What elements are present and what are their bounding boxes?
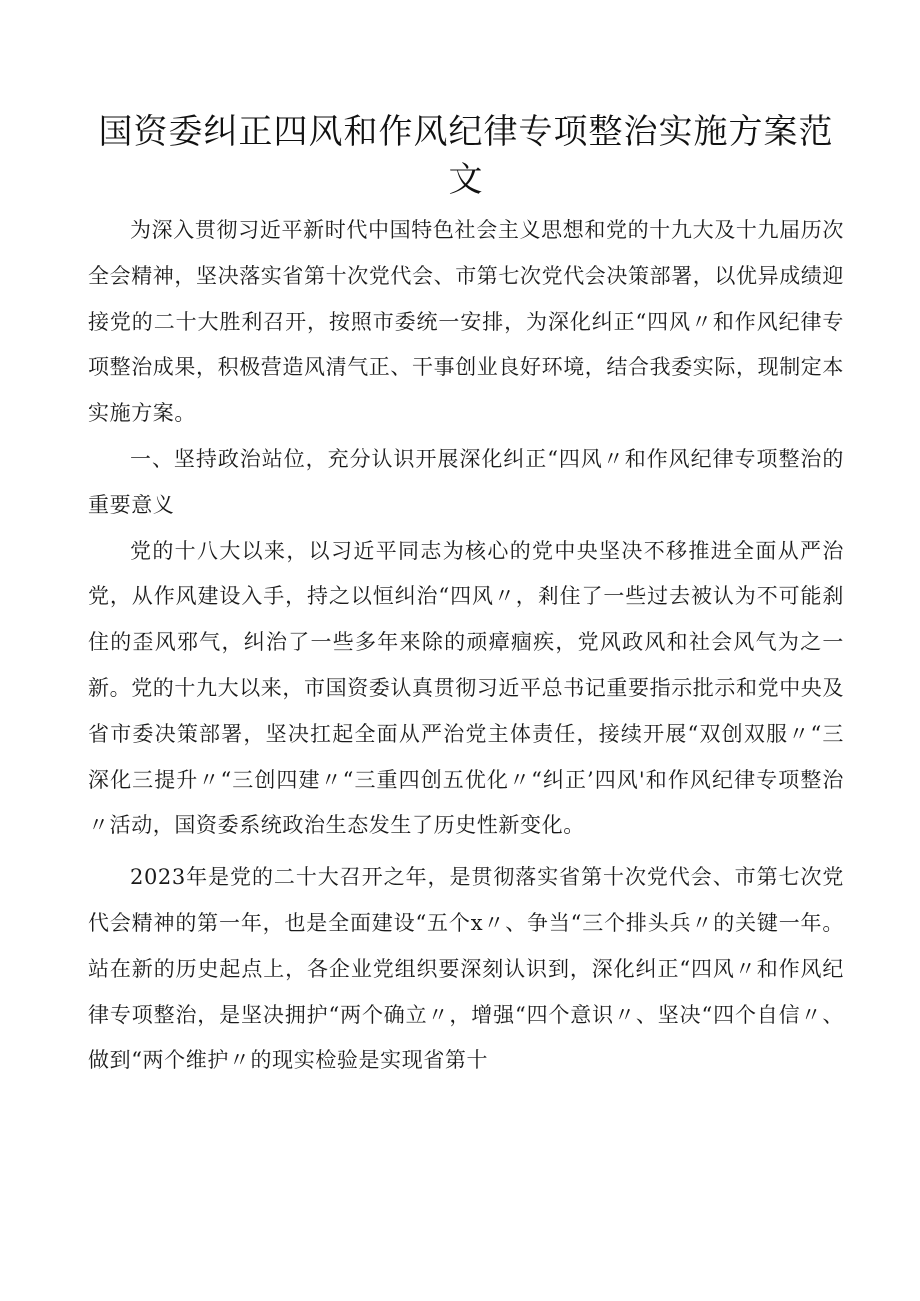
paragraph-background: 党的十八大以来，以习近平同志为核心的党中央坚决不移推进全面从严治党，从作风建设入手，持之以恒纠治“四风〃，剎住了一些过去被认为不可能刹住的歪风邪气，纠治了一些多年来除的顽瘴痼疾，党风政风和社会风气为之一新。党的十九大以来，市国资委认真贯彻习近平总书记重要指示批示和党中央及省市委决策部署，坚决扛起全面从严治党主体责任，接续开展“双创双服〃“三深化三提升〃“三创四建〃“三重四创五优化〃“纠正’四风'和作风纪律专项整治〃活动，国资委系统政治生态发生了历史性新变化。: [88, 538, 844, 838]
document-title: 国资委纠正四风和作风纪律专项整治实施方案范文: [98, 112, 834, 200]
document-page: [88, 108, 844, 1084]
paragraph-intro: 为深入贯彻习近平新时代中国特色社会主义思想和党的十九大及十九届历次全会精神，坚决落实省第十次党代会、市第七次党代会决策部署，以优异成绩迎接党的二十大胜利召开，按照市委统一安排，为深化纠正“四风〃和作风纪律专项整治成果，积极营造风清气正、干事创业良好环境，结合我委实际，现制定本实施方案。: [88, 218, 844, 426]
section-heading-1: 一、坚持政治站位，充分认识开展深化纠正“四风〃和作风纪律专项整治的重要意义: [88, 446, 844, 517]
paragraph-2023: 2023年是党的二十大召开之年，是贯彻落实省第十次党代会、市第七次党代会精神的第一年，也是全面建设“五个x〃、争当“三个排头兵〃的关键一年。站在新的历史起点上，各企业党组织要深刻认识到，深化纠正“四风〃和作风纪律专项整治，是坚决拥护“两个确立〃，增强“四个意识〃、坚决“四个自信〃、做到“两个维护〃的现实检验是实现省第十: [88, 865, 844, 1073]
